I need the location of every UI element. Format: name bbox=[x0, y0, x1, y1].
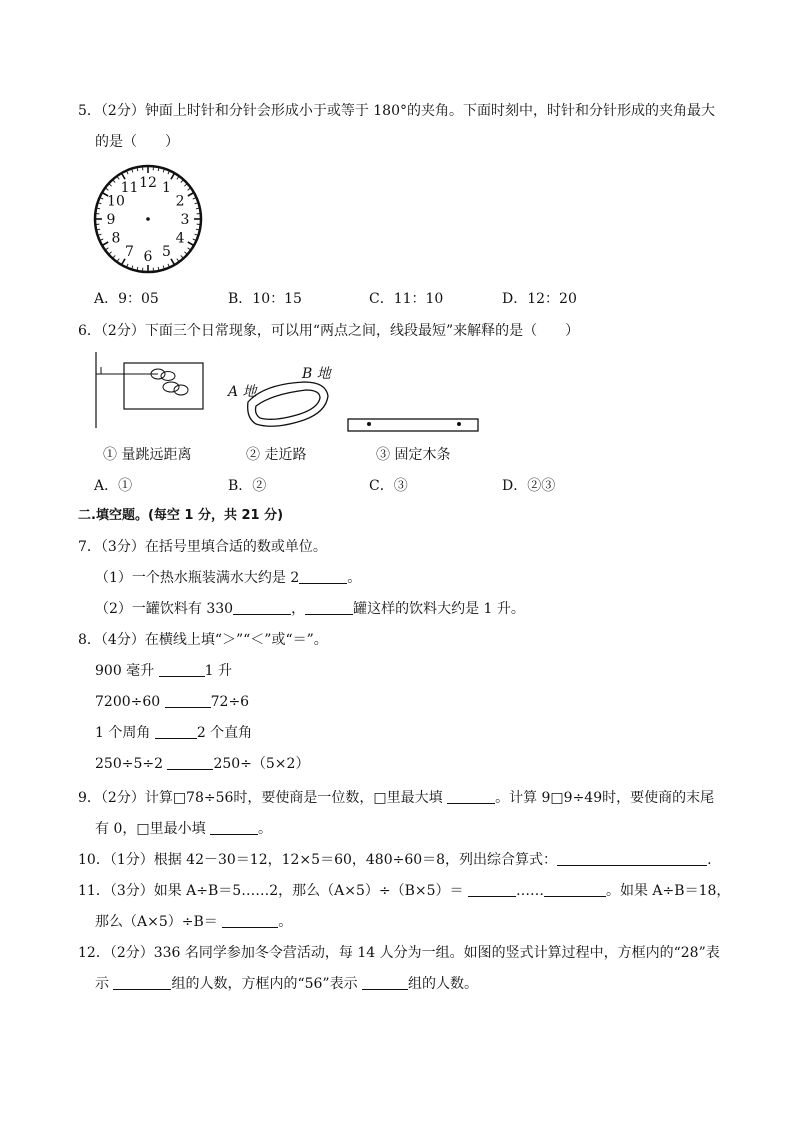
q8-item bbox=[95, 724, 252, 742]
answer-blank[interactable] bbox=[222, 913, 278, 928]
q10-end: . bbox=[707, 852, 712, 868]
q8-stem: 8．（4分）在横线上填“＞”“＜”或“＝”。 bbox=[78, 632, 328, 648]
answer-blank[interactable] bbox=[113, 975, 171, 990]
clock-number: 4 bbox=[175, 230, 185, 247]
q7-sub2-mid: ， bbox=[291, 601, 306, 617]
q6-option-c[interactable]: C．③ bbox=[369, 478, 408, 494]
answer-blank[interactable] bbox=[210, 820, 258, 835]
q11-text: 11．（3分）如果 A÷B＝5……2，那么（A×5）÷（B×5）＝ bbox=[78, 883, 468, 899]
q8-item bbox=[95, 662, 232, 680]
q11-text: …… bbox=[515, 883, 544, 899]
clock-number: 9 bbox=[106, 212, 116, 228]
q6-stem: 6．（2分）下面三个日常现象，可以用“两点之间，线段最短”来解释的是（ ） bbox=[78, 323, 580, 339]
q6-option-d[interactable]: D．②③ bbox=[502, 478, 556, 494]
answer-blank[interactable] bbox=[165, 693, 211, 708]
clock-number: 6 bbox=[143, 249, 153, 265]
q12-line1: 12．（2分）336 名同学参加冬令营活动，每 14 人分为一组。如图的竖式计算过程中，方框内的“28”表 bbox=[78, 945, 720, 961]
q5-option-a[interactable]: A．9：05 bbox=[94, 291, 159, 307]
q8-item-right: 250÷（5×2） bbox=[213, 756, 310, 772]
q8-item-left: 7200÷60 bbox=[95, 694, 165, 710]
wooden-strip-figure bbox=[346, 416, 480, 436]
q11-text: 。 bbox=[278, 914, 293, 930]
q9-text: 。计算 9□9÷49时，要使商的末尾 bbox=[495, 790, 715, 806]
long-jump-figure bbox=[88, 350, 208, 430]
q8-item-left: 250÷5÷2 bbox=[95, 756, 168, 772]
q9-line2 bbox=[95, 820, 272, 838]
q8-item bbox=[95, 755, 309, 773]
answer-blank[interactable] bbox=[557, 851, 707, 866]
q8-item-right: 1 升 bbox=[204, 663, 232, 679]
q10-line bbox=[78, 851, 712, 869]
caption-shortcut: ② 走近路 bbox=[246, 447, 307, 463]
clock-tick bbox=[188, 242, 194, 246]
q5-option-d[interactable]: D．12：20 bbox=[502, 291, 577, 307]
clock-number: 7 bbox=[125, 244, 134, 261]
q7-sub2-end: 罐这样的饮料大约是 1 升。 bbox=[353, 601, 525, 617]
answer-blank[interactable] bbox=[544, 882, 606, 897]
q7-sub1-end: 。 bbox=[347, 570, 362, 586]
q9-text: 9．（2分）计算□78÷56时，要使商是一位数，□里最大填 bbox=[78, 790, 448, 806]
q5-stem-line2: 的是（ ） bbox=[95, 134, 179, 150]
q6-option-a[interactable]: A．① bbox=[94, 478, 133, 494]
clock-number: 8 bbox=[111, 230, 121, 247]
q12-line2 bbox=[95, 975, 478, 993]
q8-item-right: 72÷6 bbox=[210, 694, 250, 710]
q8-item-left: 1 个周角 bbox=[95, 725, 155, 741]
clock-tick bbox=[188, 193, 194, 197]
q7-sub1 bbox=[95, 569, 361, 587]
q9-text: 。 bbox=[258, 821, 273, 837]
q11-text: 。如果 A÷B＝18， bbox=[605, 883, 731, 899]
shortcut-path-figure bbox=[244, 376, 334, 432]
clock-number: 3 bbox=[180, 212, 190, 228]
q5-stem-line1: 5．（2分）钟面上时针和分针会形成小于或等于 180°的夹角。下面时刻中，时针和分针形成的夹角最大 bbox=[78, 103, 715, 119]
clock-tick bbox=[171, 173, 175, 179]
q9-line1 bbox=[78, 789, 714, 807]
caption-wooden-strip: ③ 固定木条 bbox=[376, 447, 451, 463]
fig-label-a: A 地 bbox=[228, 384, 257, 400]
clock-number: 12 bbox=[139, 175, 157, 191]
q7-sub1-text: （1）一个热水瓶装满水大约是 2 bbox=[95, 570, 300, 586]
q10-text: 10．（1分）根据 42－30＝12，12×5＝60，480÷60＝8，列出综合算式： bbox=[78, 852, 558, 868]
q11-line1 bbox=[78, 882, 730, 900]
clock-number: 2 bbox=[175, 193, 185, 210]
clock-tick bbox=[122, 173, 126, 179]
answer-blank[interactable] bbox=[167, 755, 213, 770]
q7-sub2 bbox=[95, 600, 525, 618]
clock-figure bbox=[92, 163, 204, 275]
clock-number: 10 bbox=[107, 193, 125, 210]
q9-text: 有 0，□里最小填 bbox=[95, 821, 211, 837]
q12-text: 组的人数，方框内的“56”表示 bbox=[171, 976, 363, 992]
q5-option-c[interactable]: C．11：10 bbox=[369, 291, 444, 307]
q11-line2 bbox=[95, 913, 292, 931]
answer-blank[interactable] bbox=[362, 975, 408, 990]
clock-tick bbox=[171, 259, 175, 265]
answer-blank[interactable] bbox=[305, 600, 353, 615]
clock-number: 11 bbox=[120, 179, 139, 196]
clock-number: 5 bbox=[162, 244, 171, 261]
q12-text: 示 bbox=[95, 976, 114, 992]
section-2-title: 二.填空题。(每空 1 分，共 21 分) bbox=[78, 508, 284, 523]
q5-option-b[interactable]: B．10：15 bbox=[228, 291, 302, 307]
q11-text: 那么（A×5）÷B＝ bbox=[95, 914, 223, 930]
q6-option-b[interactable]: B．② bbox=[228, 478, 267, 494]
clock-tick bbox=[102, 242, 108, 246]
q8-item-left: 900 毫升 bbox=[95, 663, 159, 679]
clock-number: 1 bbox=[162, 179, 171, 196]
q8-item bbox=[95, 693, 249, 711]
answer-blank[interactable] bbox=[155, 724, 197, 739]
q8-item-right: 2 个直角 bbox=[196, 725, 253, 741]
q12-text: 组的人数。 bbox=[408, 976, 479, 992]
q7-sub2-text: （2）一罐饮料有 330 bbox=[95, 601, 234, 617]
answer-blank[interactable] bbox=[468, 882, 516, 897]
q7-stem: 7．（3分）在括号里填合适的数或单位。 bbox=[78, 539, 327, 555]
fig-label-b: B 地 bbox=[302, 366, 331, 382]
answer-blank[interactable] bbox=[159, 662, 205, 677]
caption-long-jump: ① 量跳远距离 bbox=[103, 447, 192, 463]
answer-blank[interactable] bbox=[233, 600, 291, 615]
answer-blank[interactable] bbox=[447, 789, 495, 804]
answer-blank[interactable] bbox=[299, 569, 347, 584]
